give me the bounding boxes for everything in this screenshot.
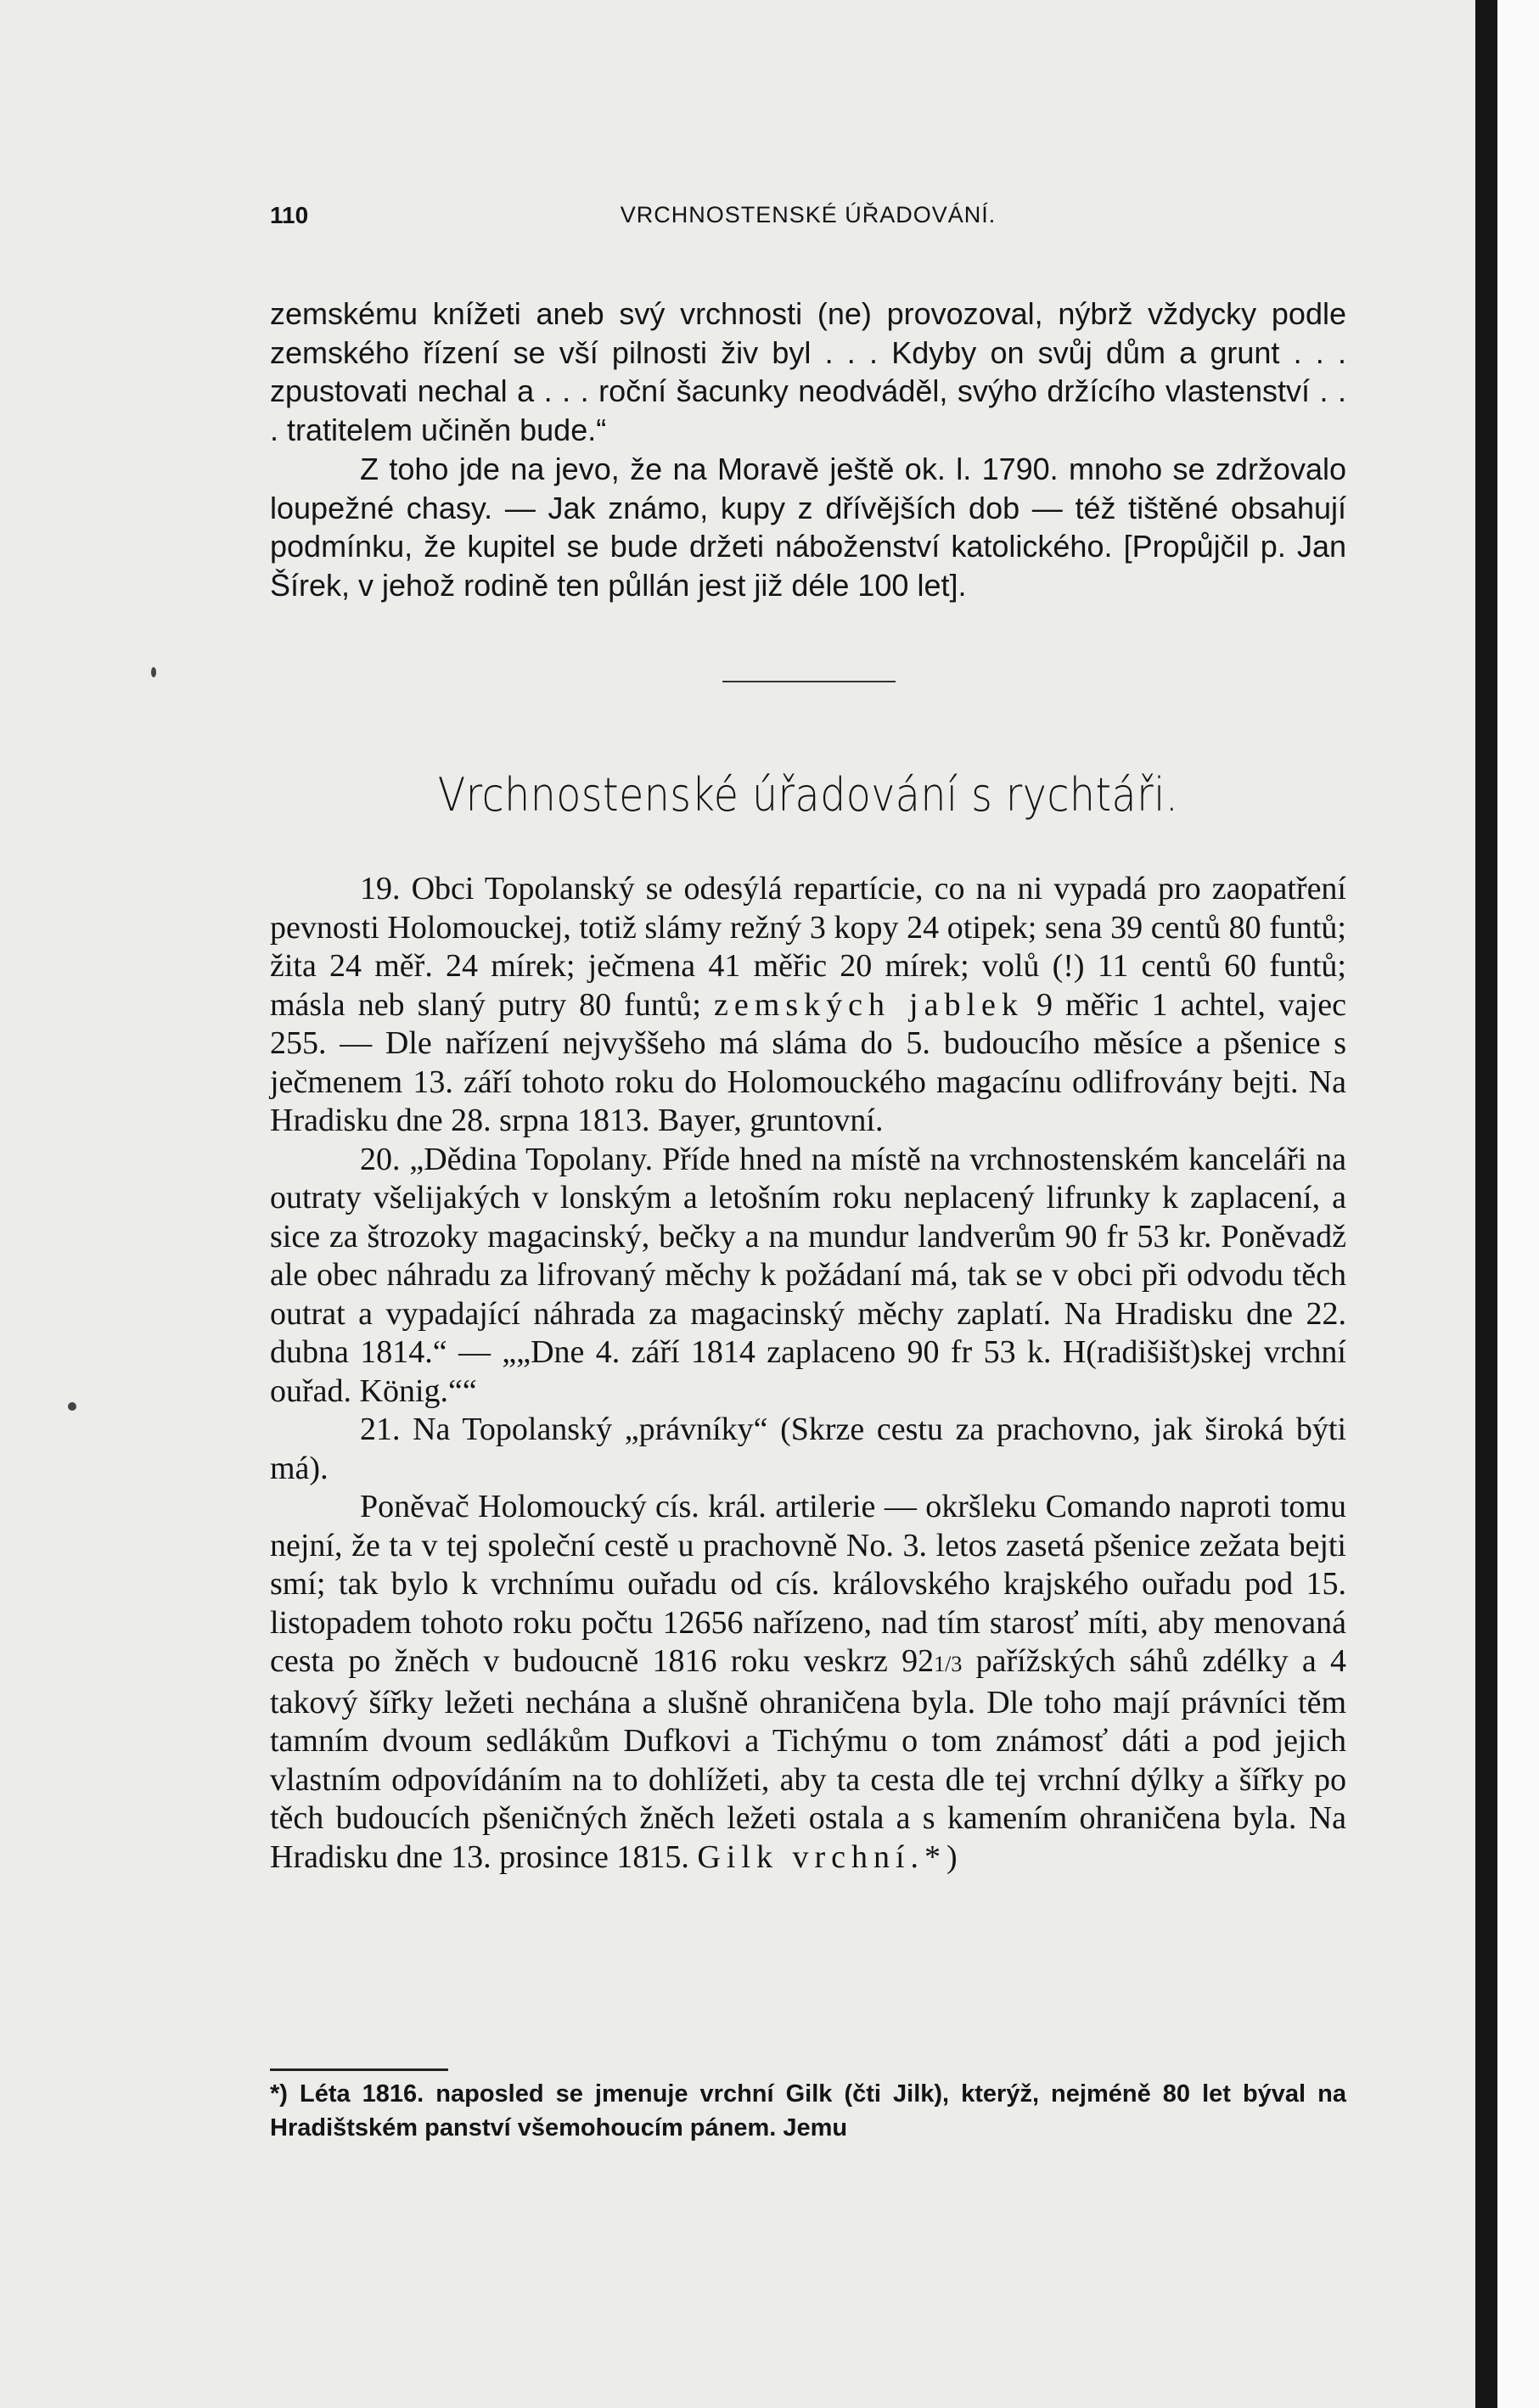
- page-edge: [1497, 0, 1539, 2408]
- commentary-paragraph: Z toho jde na jevo, že na Moravě ještě ok. l. 1790. mnoho se zdržovalo loupežné chasy. — Jak známo, kupy z dřívějších dob — též tištěné obsahují podmínku, že kupitel se bude držeti náboženství katolického. [Propůjčil p. Jan Šírek, v jehož rodině ten půllán jest již déle 100 let].: [270, 452, 1346, 603]
- section-divider: [722, 681, 896, 682]
- main-text: [270, 870, 1346, 1877]
- paragraph-21b-number: 92: [901, 1643, 935, 1679]
- footnote-rule: [270, 2068, 448, 2071]
- paragraph-19: [270, 870, 1346, 1141]
- print-speck: [68, 1402, 76, 1411]
- paragraph-21b-fraction: 1/3: [934, 1652, 963, 1676]
- paragraph-21b-signature: Gilk vrchní.*): [697, 1838, 963, 1875]
- paragraph-21b: [270, 1488, 1346, 1877]
- running-title: VRCHNOSTENSKÉ ÚŘADOVÁNÍ.: [620, 202, 997, 227]
- quote-paragraph: zemskému knížeti aneb svý vrchnosti (ne) provozoval, nýbrž vždycky podle zemského řízení se vší pilnosti živ byl . . . Kdyby on svůj dům a grunt . . . zpustovati nechal a . . . roční šacunky neodváděl, svýho držícího vlastenství . . . tratitelem učiněn bude.“: [270, 296, 1346, 447]
- footnote: *) Léta 1816. naposled se jmenuje vrchní Gilk (čti Jilk), kterýž, nejméně 80 let býval na Hradištském panství všemohoucím pánem. Jemu: [270, 2080, 1346, 2141]
- page-edge-shadow: [1475, 0, 1497, 2408]
- page-header: [270, 202, 1346, 244]
- paragraph-20: 20. „Dědina Topolany. Příde hned na místě na vrchnostenském kanceláři na outraty všelijakých v lonským a letošním roku neplacený lifrunky k zaplacení, a sice za štrozoky magacinský, bečky a na mundur landverům 90 fr 53 kr. Poněvadž ale obec náhradu za lifrovaný měchy k požádaní má, tak se v obci při odvodu těch outrat a vypadající náhrada za magacinský měchy zaplatí. Na Hradisku dne 22. dubna 1814.“ — „„Dne 4. září 1814 zaplaceno 90 fr 53 k. H(radišišt)skej vrchní ouřad. König.““: [270, 1141, 1346, 1409]
- print-speck: [151, 667, 156, 677]
- page-number: 110: [270, 202, 309, 228]
- paragraph-19-text: 19. Obci Topolanský se odesýlá repartície, co na ni vypadá pro zaopatření pevnosti Holomouckej, totiž slámy režný 3 kopy 24 otipek; sena 39 centů 80 funtů; žita 24 měř. 24 mírek; ječmena 41 měřic 20 mírek; volů (!) 11 centů 60 funtů; másla neb slaný putry 80 funtů;: [270, 871, 1346, 1023]
- paragraph-21b-text: Poněvač Holomoucký cís. král. artilerie — okršleku Comando naproti tomu nejní, že ta v tej společní cestě u prachovně No. 3. letos zasetá pšenice zežata bejti smí; tak bylo k vrchnímu ouřadu od cís. královského krajského ouřadu pod 15. listopadem tohoto roku počtu 12656 nařízeno, nad tím starosť míti, aby menovaná cesta po žněch v budoucně 1816 roku veskrz: [270, 1489, 1346, 1679]
- paragraph-21b-after: pařížských sáhů zdélky a 4 takový šířky ležeti nechána a slušně ohraničena byla. Dle toho mají právníci těm tamním dvoum sedlákům Dufkovi a Tichýmu o tom známosť dáti a pod jejich vlastním odpovídáním na to dohlížeti, aby ta cesta dle tej vrchní dýlky a šířky po těch budoucích pšeničných žněch ležeti ostala a s kamením ohraničena byla. Na Hradisku dne 13. prosince 1815.: [270, 1643, 1346, 1875]
- paragraph-19-rest: 9 měřic 1 achtel, vajec 255. — Dle nařízení nejvyššeho má sláma do 5. budoucího měsíce a pšenice s ječmenem 13. září tohoto roku do Holomouckého magacínu odlifrovány bejti. Na Hradisku dne 28. srpna 1813. Bayer, gruntovní.: [270, 986, 1347, 1138]
- section-title: Vrchnostenské úřadování s rychtáři.: [437, 768, 1179, 822]
- paragraph-19-spaced: zemských jablek: [714, 986, 1024, 1023]
- paragraph-21: 21. Na Topolanský „právníky“ (Skrze cestu za prachovno, jak široká býti má).: [270, 1412, 1346, 1486]
